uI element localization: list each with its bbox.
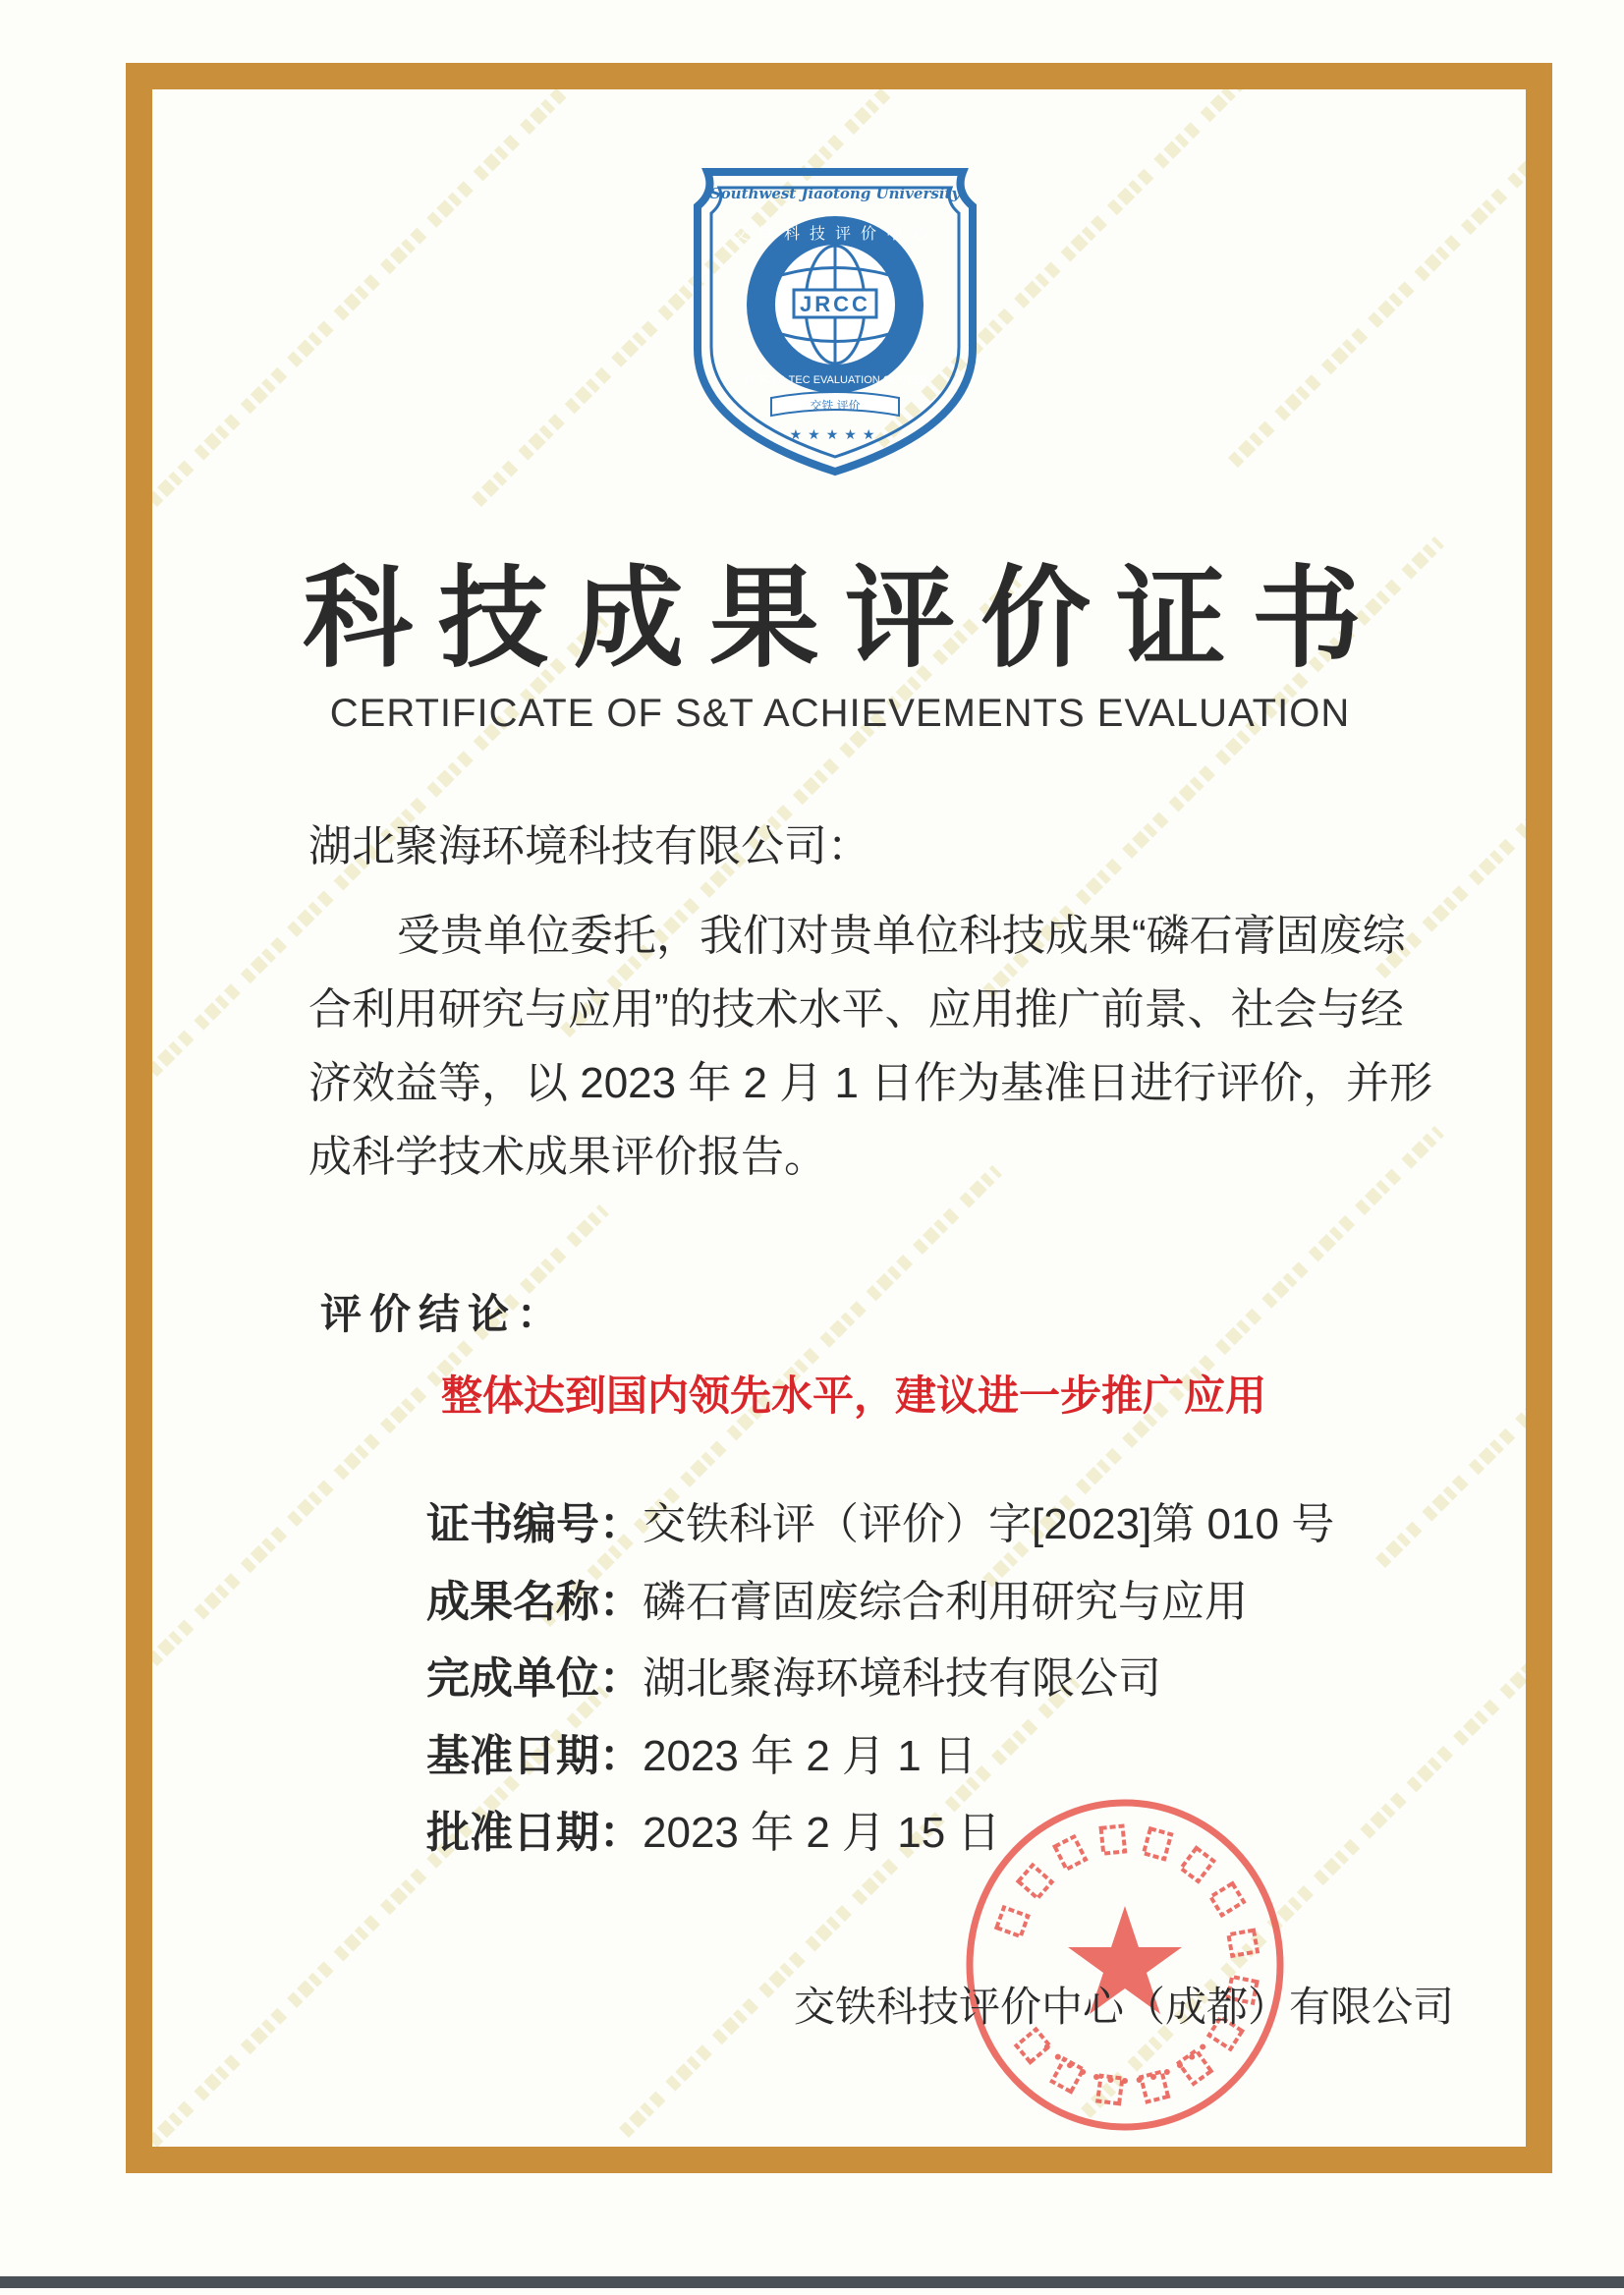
star-icons: ★★★★★	[789, 426, 881, 442]
conclusion-text: 整体达到国内领先水平，建议进一步推广应用	[441, 1372, 1267, 1419]
field-label: 成果名称：	[426, 1577, 643, 1626]
logo-top-text: Southwest Jiaotong University	[709, 185, 961, 202]
seal-number-mark	[1189, 2054, 1195, 2060]
seal-number-mark	[1177, 2062, 1183, 2068]
seal-number-mark	[1044, 2043, 1050, 2049]
field-certificate-number	[426, 1486, 1334, 1564]
jrcc-logo	[688, 152, 982, 476]
seal-number-mark	[1122, 2078, 1128, 2084]
body-paragraph	[308, 899, 1438, 1194]
seal-number-mark	[1150, 2074, 1156, 2080]
field-value: 2023 年 2 月 15 日	[643, 1809, 1001, 1857]
watermark-band	[1233, 89, 1526, 463]
seal-glyph-mark	[1055, 1837, 1086, 1870]
paragraph-line: 受贵单位委托，我们对贵单位科技成果“磷石膏固废综	[397, 912, 1406, 960]
field-label: 批准日期：	[426, 1809, 643, 1857]
field-value: 磷石膏固废综合利用研究与应用	[643, 1577, 1248, 1626]
certificate-subtitle: CERTIFICATE OF S&T ACHIEVEMENTS EVALUATION	[329, 692, 1351, 735]
seal-number-mark	[1137, 2077, 1143, 2083]
seal-number-mark	[1200, 2043, 1205, 2049]
field-base-date	[426, 1718, 1334, 1796]
issuer-signature: 交铁科技评价中心（成都）有限公司	[794, 1984, 1455, 2030]
scan-edge-bar	[0, 2276, 1624, 2288]
paragraph-line: 成科学技术成果评价报告。	[308, 1133, 827, 1181]
seal-glyph-mark	[1228, 1931, 1257, 1956]
seal-number-mark	[1080, 2069, 1086, 2075]
addressee: 湖北聚海环境科技有限公司：	[308, 822, 870, 870]
official-seal	[958, 1798, 1292, 2132]
paragraph-line: 合利用研究与应用”的技术水平、应用推广前景、社会与经	[308, 985, 1404, 1034]
field-achievement-name	[426, 1564, 1334, 1642]
field-completing-unit	[426, 1641, 1334, 1718]
field-value: 2023 年 2 月 1 日	[643, 1731, 977, 1780]
seal-glyph-mark	[1101, 1826, 1125, 1854]
field-value: 湖北聚海环境科技有限公司	[643, 1654, 1161, 1703]
seal-glyph-mark	[1210, 1883, 1244, 1915]
seal-number-mark	[1093, 2074, 1099, 2080]
seal-glyph-mark	[996, 1907, 1028, 1936]
logo-center-text: JRCC	[800, 292, 870, 316]
field-label: 证书编号：	[426, 1500, 643, 1548]
field-value: 交铁科评（评价）字[2023]第 010 号	[643, 1500, 1335, 1548]
field-label: 基准日期：	[426, 1731, 643, 1780]
certificate-title: 科技成果评价证书	[303, 554, 1387, 683]
seal-glyph-mark	[1144, 1828, 1171, 1859]
logo-ribbon: 交铁 评价	[810, 399, 861, 413]
seal-glyph-mark	[1019, 1865, 1052, 1898]
seal-number-mark	[1107, 2077, 1113, 2083]
logo-ring-cn: 交铁科技评价中心	[732, 226, 938, 243]
field-label: 完成单位：	[426, 1654, 643, 1703]
seal-glyph-mark	[1179, 2050, 1211, 2084]
seal-glyph-mark	[1181, 1848, 1213, 1881]
conclusion-label: 评价结论：	[320, 1291, 567, 1337]
paragraph-line: 济效益等，以 2023 年 2 月 1 日作为基准日进行评价，并形	[308, 1059, 1433, 1107]
seal-number-mark	[1067, 2062, 1073, 2068]
seal-number-mark	[1055, 2054, 1061, 2060]
logo-ring-en: JT SCI & TEC EVALUATION CENTER	[742, 374, 928, 386]
seal-number-mark	[1164, 2069, 1170, 2075]
